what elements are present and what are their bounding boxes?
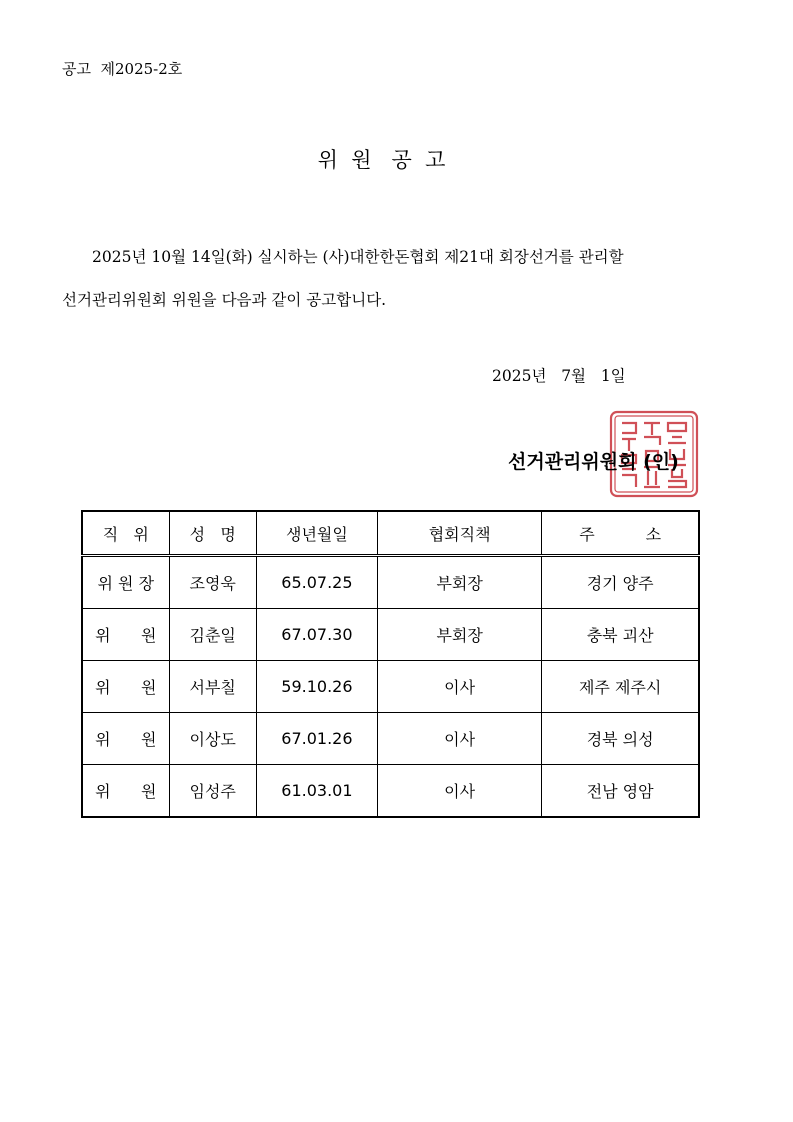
cell-position: 위 원	[82, 765, 169, 818]
cell-address: 충북 괴산	[542, 609, 699, 661]
cell-name: 임성주	[169, 765, 256, 818]
committee-table	[81, 510, 700, 818]
cell-name: 서부칠	[169, 661, 256, 713]
signer-name: 선거관리위원회 (인)	[508, 451, 679, 473]
table-row	[82, 609, 699, 661]
cell-role: 이사	[377, 661, 541, 713]
cell-birthdate: 61.03.01	[256, 765, 377, 818]
cell-address: 전남 영암	[542, 765, 699, 818]
table-header-row	[82, 511, 699, 556]
cell-position: 위 원	[82, 713, 169, 765]
table-row	[82, 765, 699, 818]
announcement-date: 2025년 7월 1일	[492, 367, 626, 385]
cell-role: 이사	[377, 713, 541, 765]
header-position: 직 위	[82, 511, 169, 556]
cell-role: 이사	[377, 765, 541, 818]
cell-birthdate: 67.01.26	[256, 713, 377, 765]
header-name: 성 명	[169, 511, 256, 556]
cell-address: 경북 의성	[542, 713, 699, 765]
document-title: 위 원 공 고	[317, 148, 446, 172]
body-line-2: 선거관리위원회 위원을 다음과 같이 공고합니다.	[62, 291, 387, 309]
cell-birthdate: 59.10.26	[256, 661, 377, 713]
cell-position: 위 원	[82, 609, 169, 661]
header-association-role: 협회직책	[377, 511, 541, 556]
cell-position: 위 원 장	[82, 556, 169, 609]
header-birthdate: 생년월일	[256, 511, 377, 556]
cell-address: 제주 제주시	[542, 661, 699, 713]
announcement-body	[62, 234, 722, 324]
cell-name: 조영욱	[169, 556, 256, 609]
header-address: 주 소	[542, 511, 699, 556]
cell-birthdate: 65.07.25	[256, 556, 377, 609]
cell-role: 부회장	[377, 609, 541, 661]
body-line-1: 2025년 10월 14일(화) 실시하는 (사)대한한돈협회 제21대 회장선거를 관리할	[92, 248, 624, 266]
document-number: 공고 제2025-2호	[62, 60, 183, 78]
table-row	[82, 556, 699, 609]
cell-name: 이상도	[169, 713, 256, 765]
cell-name: 김춘일	[169, 609, 256, 661]
table-row	[82, 713, 699, 765]
table-row	[82, 661, 699, 713]
cell-address: 경기 양주	[542, 556, 699, 609]
cell-position: 위 원	[82, 661, 169, 713]
cell-role: 부회장	[377, 556, 541, 609]
cell-birthdate: 67.07.30	[256, 609, 377, 661]
